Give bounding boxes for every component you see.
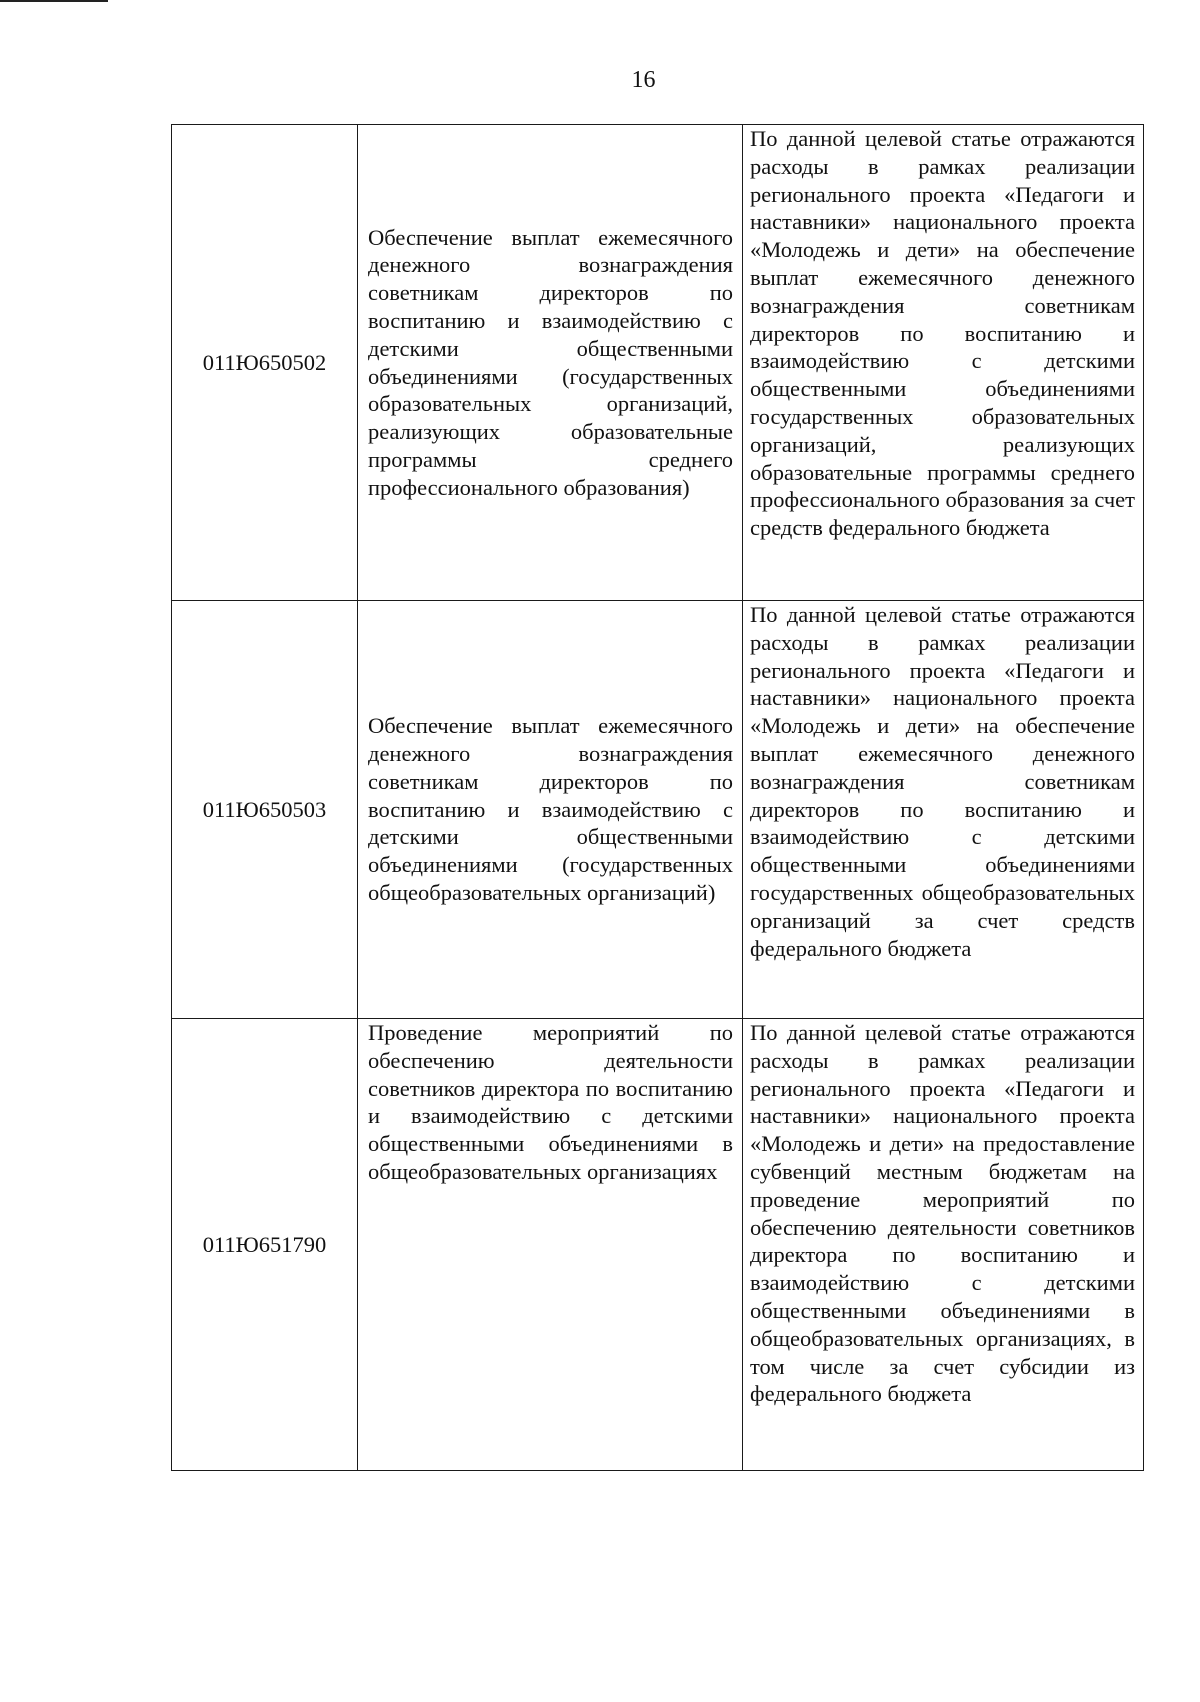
target-article-name: Проведение мероприятий по обеспечению деятельности советников директора по воспитанию и взаимодействию с детскими общественными объединениями в общеобразовательных организациях: [358, 1019, 743, 1471]
table-row: [172, 125, 1144, 601]
target-article-name: Обеспечение выплат ежемесячного денежного вознаграждения советникам директоров по воспитанию и взаимодействию с детскими общественными объединениями (государственных общеобразовательных организаций): [358, 601, 743, 1019]
target-article-name: Обеспечение выплат ежемесячного денежного вознаграждения советникам директоров по воспитанию и взаимодействию с детскими общественными объединениями (государственных образовательных организаций, реализующих образовательные программы среднего профессионального образования): [358, 125, 743, 601]
target-article-description: По данной целевой статье отражаются расходы в рамках реализации регионального проекта «Педагоги и наставники» национального проекта «Молодежь и дети» на предоставление субвенций местным бюджетам на проведение мероприятий по обеспечению деятельности советников директора по воспитанию и взаимодействию с детскими общественными объединениями в общеобразовательных организациях, в том числе за счет субсидии из федерального бюджета: [743, 1019, 1144, 1471]
table-row: [172, 1019, 1144, 1471]
target-article-code: 011Ю651790: [172, 1019, 358, 1471]
target-article-description: По данной целевой статье отражаются расходы в рамках реализации регионального проекта «Педагоги и наставники» национального проекта «Молодежь и дети» на обеспечение выплат ежемесячного денежного вознаграждения советникам директоров по воспитанию и взаимодействию с детскими общественными объединениями государственных общеобразовательных организаций за счет средств федерального бюджета: [743, 601, 1144, 1019]
table-row: [172, 601, 1144, 1019]
budget-classification-table: [171, 124, 1144, 1471]
target-article-code: 011Ю650503: [172, 601, 358, 1019]
page-number: 16: [631, 67, 656, 93]
target-article-code: 011Ю650502: [172, 125, 358, 601]
target-article-description: По данной целевой статье отражаются расходы в рамках реализации регионального проекта «Педагоги и наставники» национального проекта «Молодежь и дети» на обеспечение выплат ежемесячного денежного вознаграждения советникам директоров по воспитанию и взаимодействию с детскими общественными объединениями государственных образовательных организаций, реализующих образовательные программы среднего профессионального образования за счет средств федерального бюджета: [743, 125, 1144, 601]
scan-edge-mark: [0, 0, 108, 2]
